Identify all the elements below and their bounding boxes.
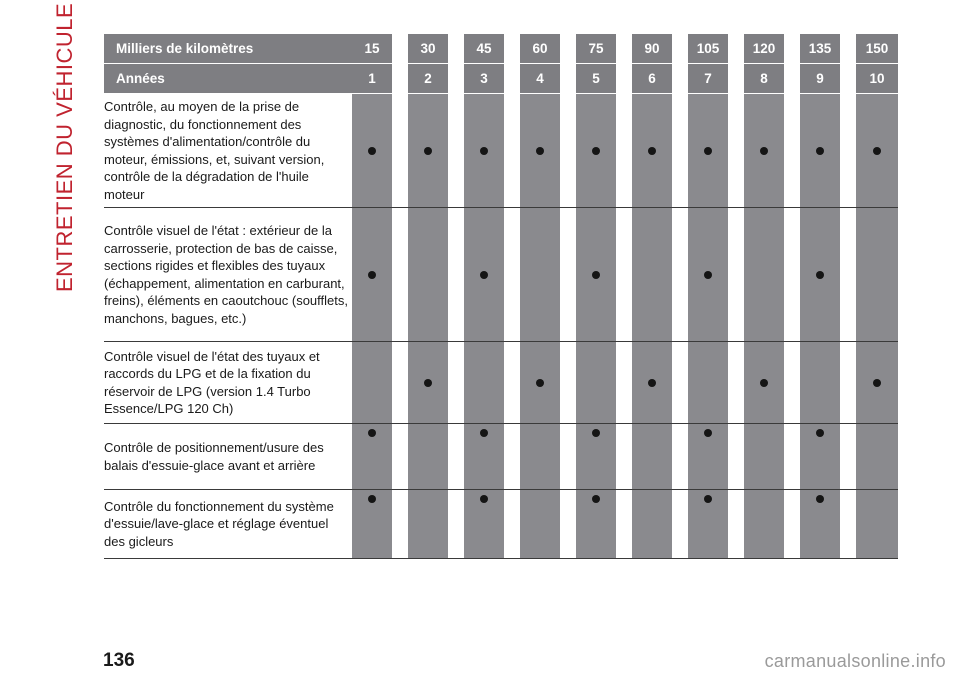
schedule-cell	[520, 424, 560, 490]
table-row	[104, 94, 898, 208]
km-header-row-value: 15	[352, 34, 392, 64]
schedule-cell	[744, 208, 784, 342]
schedule-cell	[688, 490, 728, 559]
schedule-cell	[856, 490, 898, 559]
check-dot-icon	[368, 271, 376, 279]
km-header-row-value: 105	[688, 34, 728, 64]
schedule-cell	[576, 208, 616, 342]
schedule-cell	[408, 94, 448, 208]
check-dot-icon	[704, 429, 712, 437]
check-dot-icon	[592, 271, 600, 279]
schedule-cell	[464, 208, 504, 342]
check-dot-icon	[480, 271, 488, 279]
schedule-cell	[352, 94, 392, 208]
schedule-cell	[744, 94, 784, 208]
check-dot-icon	[648, 379, 656, 387]
km-header-row-value: 75	[576, 34, 616, 64]
schedule-cell	[576, 490, 616, 559]
check-dot-icon	[704, 147, 712, 155]
years-header-row-value: 7	[688, 64, 728, 94]
check-dot-icon	[480, 495, 488, 503]
schedule-cell	[632, 490, 672, 559]
schedule-cell	[632, 208, 672, 342]
schedule-cell	[688, 424, 728, 490]
check-dot-icon	[816, 429, 824, 437]
check-dot-icon	[816, 147, 824, 155]
schedule-cell	[800, 342, 840, 424]
check-dot-icon	[592, 495, 600, 503]
schedule-cell	[744, 490, 784, 559]
km-header-row-value: 45	[464, 34, 504, 64]
schedule-cell	[632, 342, 672, 424]
check-dot-icon	[704, 271, 712, 279]
table-row	[104, 490, 898, 559]
check-dot-icon	[704, 495, 712, 503]
schedule-cell	[800, 490, 840, 559]
schedule-cell	[352, 342, 392, 424]
check-dot-icon	[536, 147, 544, 155]
schedule-cell	[632, 94, 672, 208]
years-header-row-value: 6	[632, 64, 672, 94]
row-description: Contrôle visuel de l'état : extérieur de la carrosserie, protection de bas de caisse, sections rigides et flexibles des tuyaux (échappement, alimentation en carburant, freins), éléments en caoutchouc (soufflets, manchons, bagues, etc.)	[104, 208, 352, 342]
years-header-row-value: 10	[856, 64, 898, 94]
schedule-cell	[464, 424, 504, 490]
schedule-cell	[464, 342, 504, 424]
schedule-cell	[408, 490, 448, 559]
km-header-row-label: Milliers de kilomètres	[104, 34, 352, 64]
schedule-cell	[352, 424, 392, 490]
schedule-cell	[576, 424, 616, 490]
schedule-cell	[464, 490, 504, 559]
years-header-row-value: 5	[576, 64, 616, 94]
check-dot-icon	[816, 271, 824, 279]
schedule-cell	[800, 208, 840, 342]
check-dot-icon	[368, 147, 376, 155]
check-dot-icon	[368, 429, 376, 437]
schedule-cell	[856, 342, 898, 424]
row-description: Contrôle de positionnement/usure des balais d'essuie-glace avant et arrière	[104, 424, 352, 490]
check-dot-icon	[816, 495, 824, 503]
check-dot-icon	[873, 147, 881, 155]
km-header-row	[104, 34, 898, 64]
schedule-cell	[800, 94, 840, 208]
check-dot-icon	[368, 495, 376, 503]
years-header-row-value: 8	[744, 64, 784, 94]
km-header-row-value: 135	[800, 34, 840, 64]
check-dot-icon	[873, 379, 881, 387]
schedule-cell	[408, 424, 448, 490]
schedule-cell	[632, 424, 672, 490]
years-header-row	[104, 64, 898, 94]
schedule-cell	[688, 94, 728, 208]
schedule-cell	[352, 208, 392, 342]
row-description: Contrôle, au moyen de la prise de diagnostic, du fonctionnement des systèmes d'alimentation/contrôle du moteur, émissions, et, suivant version, contrôle de la dégradation de l'huile moteur	[104, 94, 352, 208]
years-header-row-value: 2	[408, 64, 448, 94]
km-header-row-value: 60	[520, 34, 560, 64]
table-row	[104, 424, 898, 490]
maintenance-schedule-table	[104, 34, 898, 559]
check-dot-icon	[760, 379, 768, 387]
schedule-cell	[520, 94, 560, 208]
schedule-cell	[576, 342, 616, 424]
row-description: Contrôle du fonctionnement du système d'essuie/lave-glace et réglage éventuel des gicleurs	[104, 490, 352, 559]
check-dot-icon	[424, 147, 432, 155]
page-number: 136	[103, 650, 135, 671]
check-dot-icon	[648, 147, 656, 155]
schedule-cell	[408, 208, 448, 342]
schedule-cell	[744, 424, 784, 490]
schedule-cell	[520, 208, 560, 342]
check-dot-icon	[536, 379, 544, 387]
schedule-cell	[576, 94, 616, 208]
table-row	[104, 208, 898, 342]
schedule-cell	[856, 208, 898, 342]
check-dot-icon	[592, 429, 600, 437]
check-dot-icon	[480, 429, 488, 437]
check-dot-icon	[480, 147, 488, 155]
check-dot-icon	[424, 379, 432, 387]
schedule-cell	[688, 342, 728, 424]
schedule-cell	[856, 94, 898, 208]
years-header-row-value: 1	[352, 64, 392, 94]
km-header-row-value: 150	[856, 34, 898, 64]
schedule-cell	[520, 342, 560, 424]
years-header-row-value: 9	[800, 64, 840, 94]
km-header-row-value: 30	[408, 34, 448, 64]
watermark: carmanualsonline.info	[764, 651, 946, 671]
schedule-cell	[856, 424, 898, 490]
check-dot-icon	[592, 147, 600, 155]
schedule-cell	[688, 208, 728, 342]
table-row	[104, 342, 898, 424]
section-title: ENTRETIEN DU VÉHICULE	[52, 2, 77, 292]
schedule-cell	[520, 490, 560, 559]
years-header-row-value: 4	[520, 64, 560, 94]
km-header-row-value: 90	[632, 34, 672, 64]
years-header-row-label: Années	[104, 64, 352, 94]
schedule-cell	[744, 342, 784, 424]
schedule-cell	[800, 424, 840, 490]
schedule-cell	[464, 94, 504, 208]
km-header-row-value: 120	[744, 34, 784, 64]
schedule-cell	[408, 342, 448, 424]
years-header-row-value: 3	[464, 64, 504, 94]
check-dot-icon	[760, 147, 768, 155]
schedule-cell	[352, 490, 392, 559]
row-description: Contrôle visuel de l'état des tuyaux et raccords du LPG et de la fixation du réservoir de LPG (version 1.4 Turbo Essence/LPG 120 Ch)	[104, 342, 352, 424]
